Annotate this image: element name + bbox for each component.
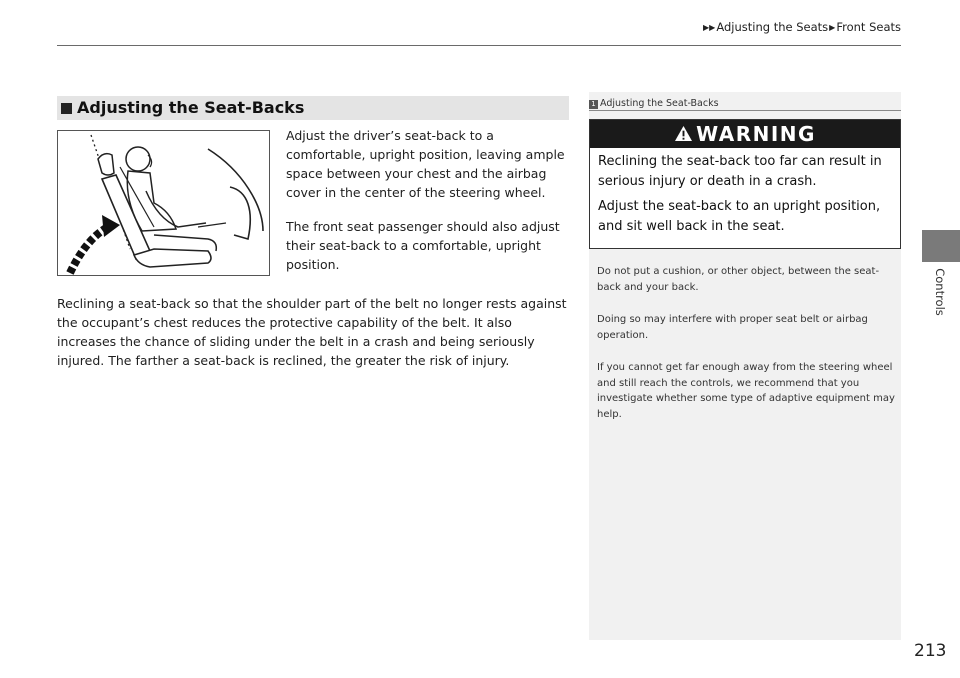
note-paragraph-interfere: Doing so may interfere with proper seat belt or airbag operation. xyxy=(597,314,868,341)
recline-direction-arrow xyxy=(70,215,120,273)
breadcrumb-current: Front Seats xyxy=(836,20,901,34)
occupant-head xyxy=(126,147,150,171)
steering-wheel-outline xyxy=(230,187,250,239)
warning-label: WARNING xyxy=(696,122,816,146)
breadcrumb-parent[interactable]: Adjusting the Seats xyxy=(716,20,829,34)
note-paragraph-adaptive: If you cannot get far enough away from the steering wheel and still reach the controls, we recommend that you investigate whether some type of adaptive equipment may help. xyxy=(597,362,895,420)
arrow-head-icon xyxy=(102,215,120,237)
paragraph-adjust-driver: Adjust the driver’s seat-back to a comfortable, upright position, leaving ample space between your chest and the airbag cover in the center of the steering wheel. xyxy=(286,128,565,200)
warning-body xyxy=(590,148,900,236)
seat-back-illustration xyxy=(57,130,270,276)
note-divider xyxy=(589,110,901,111)
square-bullet-icon xyxy=(61,103,72,114)
note-reference-icon: 1 xyxy=(589,100,598,109)
dashboard-line xyxy=(208,149,263,231)
warning-line-upright: Adjust the seat-back to an upright position, and sit well back in the seat. xyxy=(598,199,881,234)
warning-header xyxy=(590,120,900,148)
note-title-text: Adjusting the Seat-Backs xyxy=(600,98,719,109)
paragraph-passenger: The front seat passenger should also adjust their seat-back to a comfortable, upright position. xyxy=(286,219,560,272)
warning-line-recline: Reclining the seat-back too far can result in serious injury or death in a crash. xyxy=(598,154,882,189)
warning-triangle-icon xyxy=(674,125,693,142)
warning-box xyxy=(589,119,901,249)
chapter-tab-marker[interactable] xyxy=(922,230,960,262)
note-paragraph-cushion: Do not put a cushion, or other object, between the seat-back and your back. xyxy=(597,266,880,293)
seat-recline-drawing xyxy=(58,131,269,275)
note-title xyxy=(589,98,719,109)
headrest-outline xyxy=(98,154,114,175)
paragraph-recline-risk: Reclining a seat-back so that the shoulder part of the belt no longer rests against the occupant’s chest reduces the protective capability of the belt. It also increases the chance of sliding under the belt in a crash and being seriously injured. The farther a seat-back is reclined, the greater the risk of injury. xyxy=(57,296,567,368)
arrow-shaft xyxy=(70,227,108,273)
notes-column xyxy=(589,92,901,640)
breadcrumb-marker-icon: ▶▶ xyxy=(703,23,716,32)
header-divider xyxy=(57,45,901,46)
section-heading-text: Adjusting the Seat-Backs xyxy=(77,98,305,117)
page-number: 213 xyxy=(914,641,947,661)
chapter-tab-label: Controls xyxy=(933,268,947,316)
seat-cushion-outline xyxy=(134,249,211,267)
breadcrumb xyxy=(702,20,901,34)
breadcrumb-separator-icon: ▶ xyxy=(829,23,836,32)
section-heading xyxy=(57,96,569,120)
